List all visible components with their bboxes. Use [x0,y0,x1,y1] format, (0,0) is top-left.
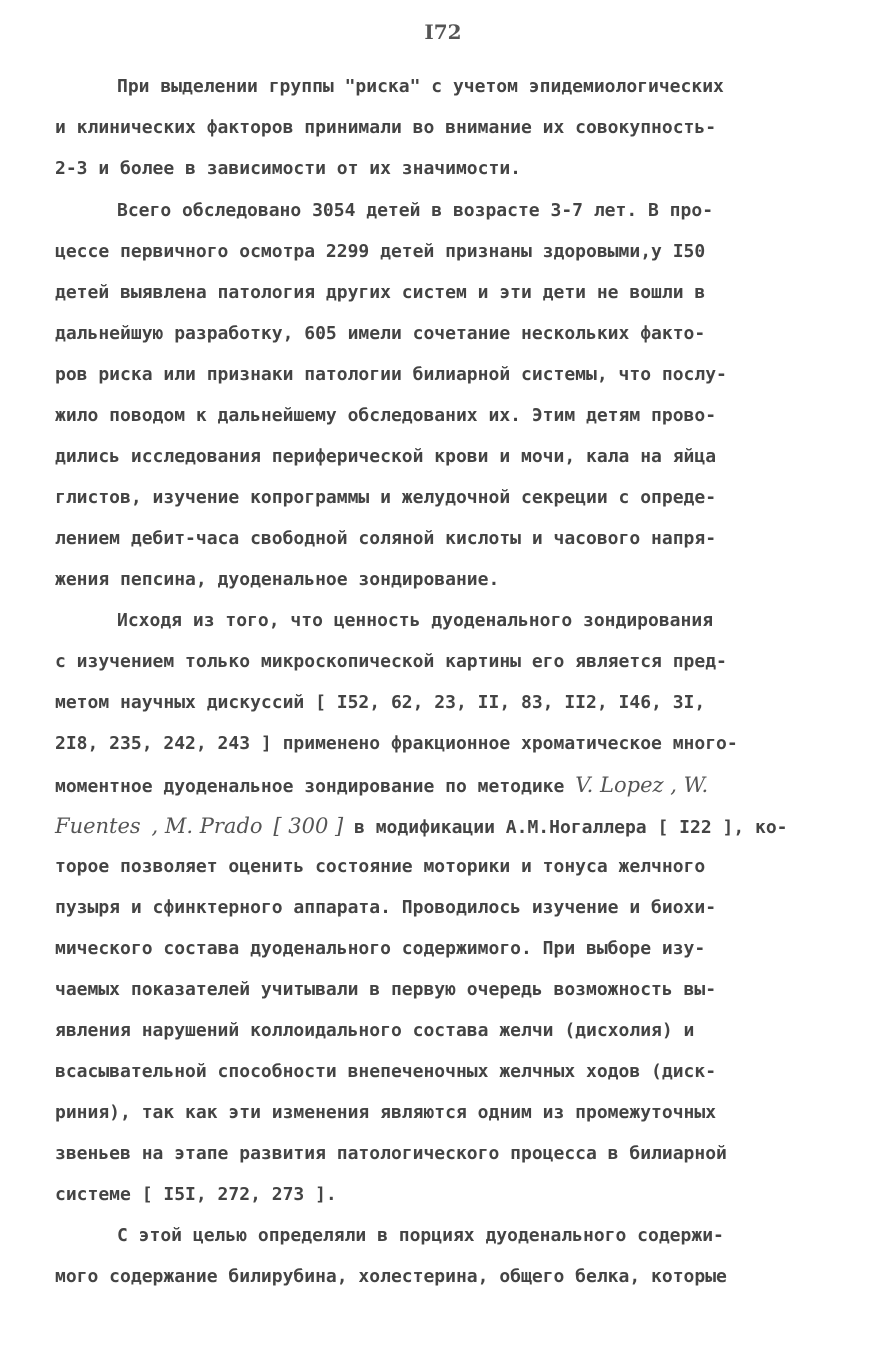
text-line: 2-3 и более в зависимости от их значимости. [55,158,521,179]
text-line: глистов, изучение копрограммы и желудочной секреции с опреде- [55,487,717,508]
text-line: 2I8, 235, 242, 243 ] применено фракционное хроматическое много- [55,733,738,754]
text-line: чаемых показателей учитывали в первую очередь возможность вы- [55,979,717,1000]
handwritten-authors: Fuentes [55,814,141,838]
text-line: дальнейшую разработку, 605 имели сочетание нескольких факто- [55,323,706,344]
page-number: I72 [424,20,462,44]
text-line: системе [ I5I, 272, 273 ]. [55,1184,337,1205]
text-line: Исходя из того, что ценность дуоденального зондирования [117,610,714,631]
text-line: торое позволяет оценить состояние моторики и тонуса желчного [55,856,706,877]
text-line: детей выявлена патология других систем и эти дети не вошли в [55,282,706,303]
text-line: Всего обследовано 3054 детей в возрасте 3-7 лет. В про- [117,200,714,221]
text-segment: моментное дуоденальное зондирование по методике [55,776,565,797]
handwritten-authors: V. Lopez , W. [575,773,709,797]
text-line: всасывательной способности внепеченочных желчных ходов (диск- [55,1061,717,1082]
handwritten-reference: [ 300 ] [273,814,344,838]
text-line [55,811,836,841]
text-line: дились исследования периферической крови и мочи, кала на яйца [55,446,717,467]
text-line: явления нарушений коллоидального состава желчи (дисхолия) и [55,1020,695,1041]
text-line: метом научных дискуссий [ I52, 62, 23, II, 83, II2, I46, 3I, [55,692,706,713]
text-line: жения пепсина, дуоденальное зондирование. [55,569,500,590]
text-line: мического состава дуоденального содержимого. При выборе изу- [55,938,706,959]
handwritten-authors: , M. Prado [151,814,263,838]
text-segment: в модификации А.М.Ногаллера [ I22 ], ко- [354,817,788,838]
text-line: ров риска или признаки патологии билиарной системы, что послу- [55,364,727,385]
text-line: с изучением только микроскопической картины его является пред- [55,651,727,672]
text-line: звеньев на этапе развития патологического процесса в билиарной [55,1143,727,1164]
text-line: лением дебит-часа свободной соляной кислоты и часового напря- [55,528,717,549]
text-line: цессе первичного осмотра 2299 детей признаны здоровыми,у I50 [55,241,706,262]
text-line: и клинических факторов принимали во внимание их совокупность- [55,117,717,138]
text-line [55,770,836,800]
text-line: мого содержание билирубина, холестерина, общего белка, которые [55,1266,727,1287]
text-line: риния), так как эти изменения являются одним из промежуточных [55,1102,717,1123]
text-line: жило поводом к дальнейшему обследованих их. Этим детям прово- [55,405,717,426]
text-line: С этой целью определяли в порциях дуоденального содержи- [117,1225,724,1246]
text-line: пузыря и сфинктерного аппарата. Проводилось изучение и биохи- [55,897,717,918]
text-line: При выделении группы "риска" с учетом эпидемиологических [117,76,724,97]
